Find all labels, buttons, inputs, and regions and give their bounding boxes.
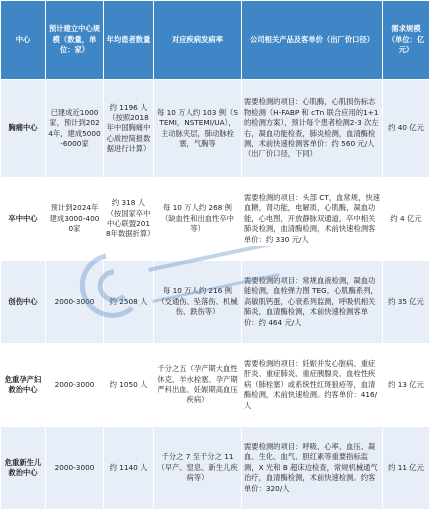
header-center: 中心 [1, 1, 46, 80]
row-patients: 约 1140 人 [104, 427, 154, 510]
row-scale: 2000-3000 [46, 261, 104, 344]
header-incidence: 对应疾病发病率 [154, 1, 242, 80]
table-row [1, 261, 429, 344]
row-products: 需要检测的项目：头部 CT，血常规，快速血糖，肾功能，电解质，心肌酶，凝血功能，心电图，开放静脉双通道，卒中相关肺炎检测，血清酶检测，术前快速检测客单价：约 330 元/人 [242, 178, 383, 261]
row-center: 胸痛中心 [1, 80, 46, 178]
row-incidence: 千分之 7 至千分之 11（早产、窒息、新生儿疾病等） [154, 427, 242, 510]
header-products: 公司相关产品及客单价（出厂价口径） [242, 1, 383, 80]
row-demand: 约 35 亿元 [383, 261, 429, 344]
row-center: 卒中中心 [1, 178, 46, 261]
row-scale: 2000-3000 [46, 344, 104, 427]
row-demand: 约 40 亿元 [383, 80, 429, 178]
row-demand: 约 13 亿元 [383, 344, 429, 427]
table-row [1, 80, 429, 178]
header-patients: 年均患者数量 [104, 1, 154, 80]
row-center: 危重新生儿救治中心 [1, 427, 46, 510]
row-demand: 约 11 亿元 [383, 427, 429, 510]
row-patients: 约 1196 人（按照2018年中国胸痛中心质控简报数据进行计算） [104, 80, 154, 178]
row-products: 需要检测的项目：常规血液检测，凝血功能检测，血栓弹力图 TEG，心肌酶系列，高敏肌钙蛋，心衰系列监测，呼吸机相关肺炎，血清酶检测，术前快速检测客单价：约 464 元/人 [242, 261, 383, 344]
header-scale: 预计建立中心规模（数量，单位：家） [46, 1, 104, 80]
row-incidence: 每 10 万人约 103 例（STEMI，NSTEMI/UA），主动脉夹层，肺动脉栓塞，气胸等 [154, 80, 242, 178]
header-demand: 需求规模（单位：亿元） [383, 1, 429, 80]
table-row [1, 344, 429, 427]
row-patients: 约 1050 人 [104, 344, 154, 427]
row-scale: 2000-3000 [46, 427, 104, 510]
row-products: 需要检测的项目：妊娠并发心脏病、重症肝炎、重症肺炎、重症胰腺炎、血栓性疾病（肺栓塞）或系统性红斑狼疮等，血清酶检测，术前快速检测。约客单价：416/人 [242, 344, 383, 427]
table-row [1, 427, 429, 510]
row-incidence: 每 10 万人约 216 例（交通伤、坠落伤、机械伤、跌伤等） [154, 261, 242, 344]
row-demand: 约 4 亿元 [383, 178, 429, 261]
row-incidence: 千分之五（孕产期大血性休克、羊水栓塞、孕产期严科出血、妊娠期高血压疾病） [154, 344, 242, 427]
row-scale: 已建成近1000家，预计到2024年，建成5000-6000家 [46, 80, 104, 178]
row-center: 创伤中心 [1, 261, 46, 344]
row-patients: 约 318 人（按国家卒中中心联盟2018年数据折算） [104, 178, 154, 261]
row-patients: 约 2508 人 [104, 261, 154, 344]
row-products: 需要检测的项目：心肌酶，心肌损伤标志物检测（H-FABP 和 cTn 联合应用的1+1 的检测方案），预计每个患者检测2-3 次左右，凝血功能检查，肺炎检测，血清酶检测，术前快速检测客单价：约 560 元/人（出厂价口径，下同） [242, 80, 383, 178]
row-scale: 预计到2024年建成3000-4000家 [46, 178, 104, 261]
row-incidence: 每 10 万人约 268 例（缺血性和出血性卒中等） [154, 178, 242, 261]
table-row [1, 178, 429, 261]
row-center: 危重孕产妇救治中心 [1, 344, 46, 427]
header-row [1, 1, 429, 80]
row-products: 需要检测的项目：呼吸、心率、血压、凝血、生化、血气、胆红素等重要指标监测，X 光和 B 超床边检查，常规机械通气治疗，血清酶检测，术前快速检测。约客单价：320/人 [242, 427, 383, 510]
